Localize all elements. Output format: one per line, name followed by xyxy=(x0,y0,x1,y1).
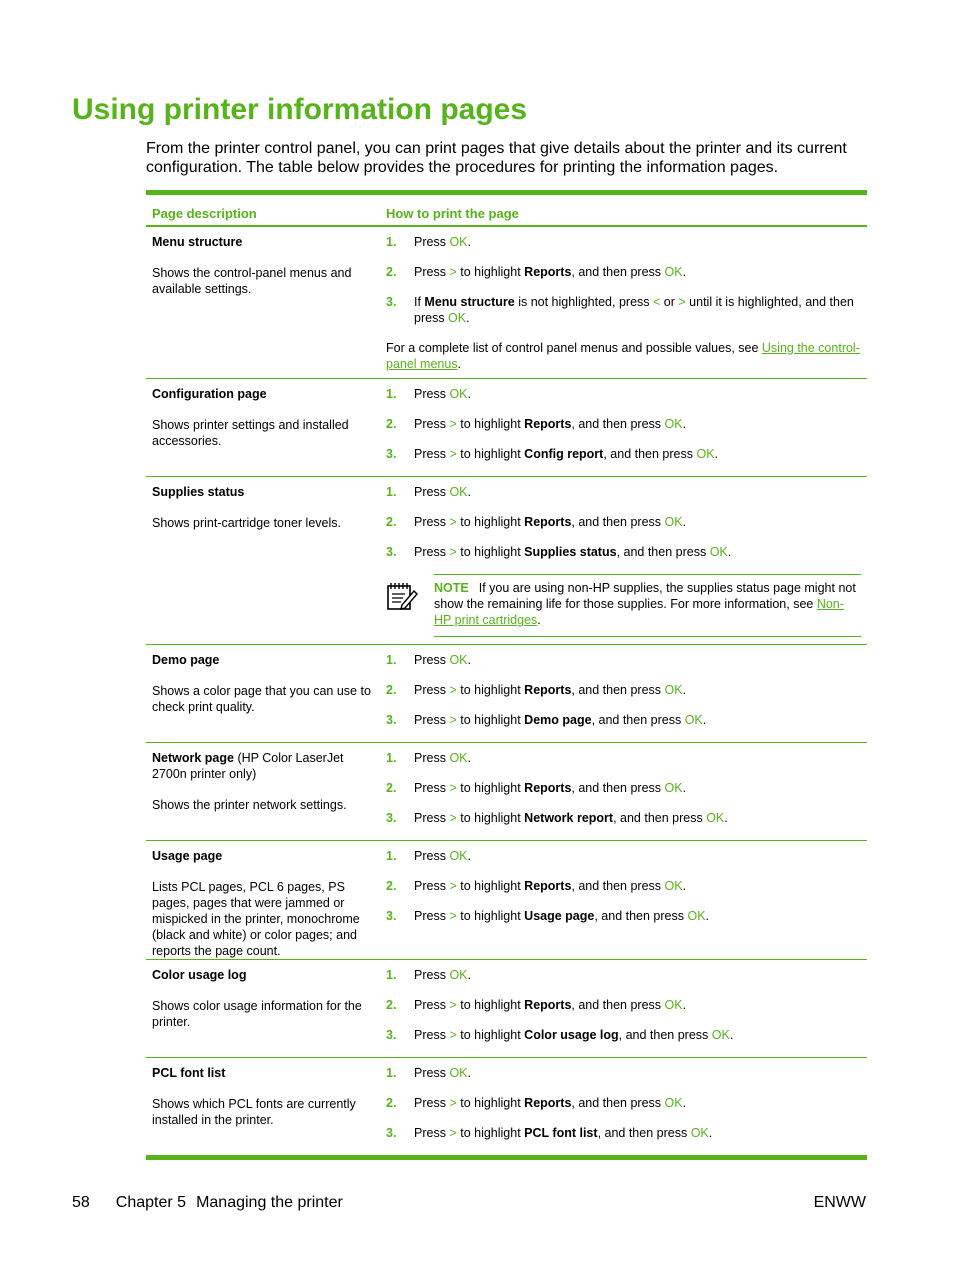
control-key-text: > xyxy=(449,998,457,1012)
step-text: Press xyxy=(414,781,450,795)
control-key-text: OK xyxy=(449,751,468,765)
step-text: Press xyxy=(414,387,450,401)
step-text: Press xyxy=(414,968,450,982)
step-text: Press xyxy=(414,417,450,431)
procedure-step xyxy=(386,750,861,766)
control-key-text: > xyxy=(449,545,457,559)
step-number: 2. xyxy=(386,515,397,529)
step-instruction xyxy=(414,1065,861,1081)
procedure-step xyxy=(386,908,861,924)
step-number: 1. xyxy=(386,235,397,249)
step-text: . xyxy=(682,683,687,697)
procedure-step xyxy=(386,544,861,560)
procedure-step xyxy=(386,967,861,983)
control-key-text: > xyxy=(449,1126,457,1140)
step-text: Press xyxy=(414,683,450,697)
note-label: NOTE xyxy=(434,581,469,595)
procedure-step xyxy=(386,416,861,432)
how-to-print-cell xyxy=(381,645,867,742)
step-number: 3. xyxy=(386,1028,397,1042)
step-text: Press xyxy=(414,1028,450,1042)
row-title xyxy=(152,234,375,250)
control-key-text: > xyxy=(449,515,457,529)
step-text: , and then press xyxy=(613,811,707,825)
step-instruction xyxy=(414,294,861,326)
row-title-name: Usage page xyxy=(152,849,223,863)
page-title: Using printer information pages xyxy=(72,93,528,126)
menu-item-text: Reports xyxy=(524,515,572,529)
table-row xyxy=(146,477,867,645)
row-description: Shows printer settings and installed accessories. xyxy=(152,418,349,448)
cross-reference-link[interactable]: Non-HP print cartridges xyxy=(434,597,844,627)
step-number: 1. xyxy=(386,849,397,863)
row-title-name: Menu structure xyxy=(152,235,243,249)
step-text: , and then press xyxy=(603,447,697,461)
step-text: Press xyxy=(414,751,450,765)
menu-item-text: Demo page xyxy=(524,713,592,727)
procedure-step xyxy=(386,264,861,280)
control-key-text: OK xyxy=(449,653,468,667)
procedure-step xyxy=(386,294,861,326)
step-text: . xyxy=(729,1028,734,1042)
step-text: Press xyxy=(414,1066,450,1080)
step-text: , and then press xyxy=(616,545,710,559)
procedure-step xyxy=(386,484,861,500)
step-text: Press xyxy=(414,1096,450,1110)
step-text: . xyxy=(537,613,541,627)
step-text: to highlight xyxy=(456,515,525,529)
cross-reference-text xyxy=(386,340,861,372)
table-header xyxy=(146,195,867,227)
step-text: , and then press xyxy=(571,417,665,431)
step-text: . xyxy=(467,968,471,982)
row-title xyxy=(152,652,375,668)
step-number: 3. xyxy=(386,545,397,559)
procedure-step xyxy=(386,810,861,826)
menu-item-text: Config report xyxy=(524,447,604,461)
control-key-text: > xyxy=(449,713,457,727)
step-instruction xyxy=(414,1125,861,1141)
step-text: Press xyxy=(414,515,450,529)
chapter-title: Managing the printer xyxy=(196,1194,343,1211)
step-text: to highlight xyxy=(456,545,525,559)
step-instruction xyxy=(414,514,861,530)
control-key-text: > xyxy=(449,781,457,795)
step-text: to highlight xyxy=(456,417,525,431)
step-text: to highlight xyxy=(456,1126,525,1140)
step-text: . xyxy=(682,998,687,1012)
step-text: Press xyxy=(414,811,450,825)
control-key-text: OK xyxy=(664,683,683,697)
row-description: Shows print-cartridge toner levels. xyxy=(152,516,341,530)
menu-item-text: Reports xyxy=(524,998,572,1012)
menu-item-text: Reports xyxy=(524,781,572,795)
control-key-text: OK xyxy=(449,387,468,401)
footer-left xyxy=(72,1193,343,1212)
page-number: 58 xyxy=(72,1194,90,1211)
page-description-cell xyxy=(146,379,381,476)
step-text: Press xyxy=(414,235,450,249)
procedure-step xyxy=(386,997,861,1013)
control-key-text: > xyxy=(449,447,457,461)
control-key-text: OK xyxy=(449,485,468,499)
step-instruction xyxy=(414,712,861,728)
step-number: 2. xyxy=(386,417,397,431)
table-row xyxy=(146,379,867,477)
control-key-text: OK xyxy=(664,879,683,893)
step-text: . xyxy=(708,1126,713,1140)
control-key-text: OK xyxy=(664,998,683,1012)
control-key-text: OK xyxy=(448,311,467,325)
control-key-text: OK xyxy=(664,781,683,795)
control-key-text: OK xyxy=(449,968,468,982)
control-key-text: OK xyxy=(687,909,706,923)
row-title xyxy=(152,386,375,402)
row-description: Shows which PCL fonts are currently installed in the printer. xyxy=(152,1097,356,1127)
table-row xyxy=(146,645,867,743)
row-description: Shows the printer network settings. xyxy=(152,798,347,812)
step-number: 2. xyxy=(386,879,397,893)
step-instruction xyxy=(414,967,861,983)
step-text: . xyxy=(467,849,471,863)
table-row xyxy=(146,1058,867,1155)
note-pad-icon xyxy=(386,580,422,628)
step-text: Press xyxy=(414,447,450,461)
control-key-text: < xyxy=(653,295,661,309)
step-text: Press xyxy=(414,653,450,667)
procedure-step xyxy=(386,1065,861,1081)
control-key-text: > xyxy=(449,811,457,825)
step-text: . xyxy=(727,545,732,559)
step-number: 3. xyxy=(386,295,397,309)
step-text: . xyxy=(682,1096,687,1110)
row-title-name: Configuration page xyxy=(152,387,267,401)
step-text: . xyxy=(682,879,687,893)
page-description-cell xyxy=(146,960,381,1057)
how-to-print-cell xyxy=(381,379,867,476)
note-text xyxy=(434,580,861,628)
row-title-name: Network page xyxy=(152,751,234,765)
step-text: For a complete list of control panel menus and possible values, see xyxy=(386,341,762,355)
row-title-name: Supplies status xyxy=(152,485,245,499)
step-text: , and then press xyxy=(571,879,665,893)
how-to-print-cell xyxy=(381,841,867,959)
menu-item-text: Network report xyxy=(524,811,614,825)
how-to-print-cell xyxy=(381,743,867,840)
step-instruction xyxy=(414,997,861,1013)
step-text: or xyxy=(660,295,679,309)
menu-item-text: Menu structure xyxy=(424,295,515,309)
page-description-cell xyxy=(146,1058,381,1155)
intro-paragraph: From the printer control panel, you can print pages that give details about the printer and its current configuration. The table below provides the procedures for printing the information pages. xyxy=(146,140,847,176)
step-number: 2. xyxy=(386,998,397,1012)
step-text: If xyxy=(414,295,425,309)
step-text: to highlight xyxy=(456,909,525,923)
step-text: Press xyxy=(414,849,450,863)
step-number: 1. xyxy=(386,653,397,667)
step-number: 3. xyxy=(386,713,397,727)
page-description-cell xyxy=(146,743,381,840)
step-text: , and then press xyxy=(591,713,685,727)
control-key-text: > xyxy=(449,1096,457,1110)
chapter-label: Chapter 5 xyxy=(115,1194,187,1211)
control-key-text: OK xyxy=(711,1028,730,1042)
step-text: Press xyxy=(414,265,450,279)
header-page-description: Page description xyxy=(152,206,257,221)
step-text: , and then press xyxy=(571,781,665,795)
step-instruction xyxy=(414,878,861,894)
procedure-step xyxy=(386,1125,861,1141)
step-text: to highlight xyxy=(456,781,525,795)
step-text: , and then press xyxy=(571,1096,665,1110)
step-text: Press xyxy=(414,879,450,893)
step-instruction xyxy=(414,810,861,826)
step-text: , and then press xyxy=(594,909,688,923)
row-title-name: Color usage log xyxy=(152,968,247,982)
table-row xyxy=(146,227,867,379)
how-to-print-cell xyxy=(381,960,867,1057)
step-text: . xyxy=(682,417,687,431)
table-row xyxy=(146,960,867,1058)
step-text: , and then press xyxy=(571,515,665,529)
step-instruction xyxy=(414,652,861,668)
step-text: is not highlighted, press xyxy=(514,295,653,309)
step-instruction xyxy=(414,446,861,462)
step-text: . xyxy=(467,387,471,401)
step-instruction xyxy=(414,908,861,924)
step-text: to highlight xyxy=(456,1028,525,1042)
step-text: If you are using non-HP supplies, the supplies status page might not show the remaining life for those supplies. For more information, see xyxy=(434,581,856,611)
step-text: to highlight xyxy=(456,998,525,1012)
step-text: to highlight xyxy=(456,879,525,893)
step-instruction xyxy=(414,780,861,796)
step-text: . xyxy=(466,311,470,325)
row-description: Shows the control-panel menus and available settings. xyxy=(152,266,352,296)
step-text: to highlight xyxy=(456,265,525,279)
step-text: to highlight xyxy=(456,811,525,825)
cross-reference-link[interactable]: Using the control-panel menus xyxy=(386,341,860,371)
step-number: 3. xyxy=(386,447,397,461)
procedure-step xyxy=(386,652,861,668)
step-instruction xyxy=(414,1095,861,1111)
control-key-text: > xyxy=(449,265,457,279)
step-number: 1. xyxy=(386,387,397,401)
page-description-cell xyxy=(146,841,381,959)
row-title xyxy=(152,484,375,500)
step-text: to highlight xyxy=(456,683,525,697)
step-text: . xyxy=(467,485,471,499)
step-text: , and then press xyxy=(571,265,665,279)
table-row xyxy=(146,743,867,841)
control-key-text: OK xyxy=(664,515,683,529)
row-title xyxy=(152,848,375,864)
step-text: . xyxy=(682,515,687,529)
step-text: Press xyxy=(414,545,450,559)
page-description-cell xyxy=(146,227,381,378)
control-key-text: OK xyxy=(664,265,683,279)
step-text: . xyxy=(705,909,710,923)
procedure-step xyxy=(386,878,861,894)
step-number: 1. xyxy=(386,485,397,499)
step-number: 2. xyxy=(386,265,397,279)
step-text: Press xyxy=(414,909,450,923)
menu-item-text: Reports xyxy=(524,1096,572,1110)
row-title-name: Demo page xyxy=(152,653,220,667)
header-how-to-print: How to print the page xyxy=(386,206,519,221)
step-number: 2. xyxy=(386,781,397,795)
control-key-text: > xyxy=(449,1028,457,1042)
procedure-step xyxy=(386,386,861,402)
step-instruction xyxy=(414,264,861,280)
page-description-cell xyxy=(146,477,381,644)
table-body xyxy=(146,227,867,1155)
info-pages-table xyxy=(146,190,867,1160)
procedure-step xyxy=(386,780,861,796)
procedure-step xyxy=(386,234,861,250)
step-text: . xyxy=(702,713,707,727)
control-key-text: > xyxy=(449,683,457,697)
control-key-text: > xyxy=(449,417,457,431)
footer-right: ENWW xyxy=(813,1194,866,1211)
control-key-text: OK xyxy=(449,235,468,249)
step-text: . xyxy=(682,781,687,795)
step-text: Press xyxy=(414,713,450,727)
page-description-cell xyxy=(146,645,381,742)
step-text: Press xyxy=(414,485,450,499)
step-text: . xyxy=(724,811,728,825)
row-description: Shows color usage information for the printer. xyxy=(152,999,362,1029)
control-key-text: OK xyxy=(706,811,725,825)
control-key-text: > xyxy=(449,879,457,893)
table-row xyxy=(146,841,867,960)
step-text: . xyxy=(682,265,687,279)
step-text: to highlight xyxy=(456,713,525,727)
procedure-step xyxy=(386,446,861,462)
control-key-text: OK xyxy=(664,1096,683,1110)
control-key-text: OK xyxy=(449,849,468,863)
step-text: , and then press xyxy=(597,1126,691,1140)
row-description: Shows a color page that you can use to check print quality. xyxy=(152,684,371,714)
step-text: . xyxy=(467,751,471,765)
step-text: , and then press xyxy=(571,683,665,697)
menu-item-text: Reports xyxy=(524,683,572,697)
row-title xyxy=(152,967,375,983)
menu-item-text: Color usage log xyxy=(524,1028,619,1042)
step-instruction xyxy=(414,682,861,698)
step-number: 1. xyxy=(386,751,397,765)
how-to-print-cell xyxy=(381,227,867,378)
step-number: 3. xyxy=(386,1126,397,1140)
control-key-text: OK xyxy=(690,1126,709,1140)
step-number: 3. xyxy=(386,909,397,923)
step-number: 1. xyxy=(386,1066,397,1080)
step-instruction xyxy=(414,234,861,250)
menu-item-text: Reports xyxy=(524,879,572,893)
step-text: . xyxy=(467,1066,471,1080)
step-text: , and then press xyxy=(618,1028,712,1042)
step-text: Press xyxy=(414,998,450,1012)
step-instruction xyxy=(414,484,861,500)
control-key-text: > xyxy=(678,295,686,309)
control-key-text: OK xyxy=(449,1066,468,1080)
menu-item-text: Reports xyxy=(524,265,572,279)
menu-item-text: Reports xyxy=(524,417,572,431)
how-to-print-cell xyxy=(381,477,867,644)
procedure-step xyxy=(386,1095,861,1111)
step-text: to highlight xyxy=(456,447,525,461)
step-instruction xyxy=(414,386,861,402)
step-text: to highlight xyxy=(456,1096,525,1110)
row-title xyxy=(152,750,375,782)
step-instruction xyxy=(414,544,861,560)
step-instruction xyxy=(414,416,861,432)
step-text: until it is highlighted, and then press xyxy=(414,295,854,325)
row-title-name: PCL font list xyxy=(152,1066,226,1080)
step-instruction xyxy=(414,848,861,864)
step-text: . xyxy=(457,357,462,371)
control-key-text: OK xyxy=(709,545,728,559)
step-number: 2. xyxy=(386,683,397,697)
menu-item-text: PCL font list xyxy=(524,1126,598,1140)
procedure-step xyxy=(386,848,861,864)
how-to-print-cell xyxy=(381,1058,867,1155)
step-number: 1. xyxy=(386,968,397,982)
step-instruction xyxy=(414,750,861,766)
control-key-text: > xyxy=(449,909,457,923)
row-title xyxy=(152,1065,375,1081)
menu-item-text: Usage page xyxy=(524,909,595,923)
step-text: . xyxy=(467,653,471,667)
procedure-step xyxy=(386,712,861,728)
control-key-text: OK xyxy=(684,713,703,727)
step-instruction xyxy=(414,1027,861,1043)
step-text: . xyxy=(714,447,719,461)
step-number: 2. xyxy=(386,1096,397,1110)
procedure-step xyxy=(386,1027,861,1043)
control-key-text: OK xyxy=(664,417,683,431)
row-title-suffix: (HP Color LaserJet 2700n printer only) xyxy=(152,751,344,781)
procedure-step xyxy=(386,682,861,698)
procedure-step xyxy=(386,514,861,530)
step-text: Press xyxy=(414,1126,450,1140)
note-box xyxy=(434,574,861,637)
step-text: . xyxy=(467,235,471,249)
row-description: Lists PCL pages, PCL 6 pages, PS pages, pages that were jammed or mispicked in the printer, monochrome (black and white) or color pages; and reports the page count. xyxy=(152,880,360,958)
step-number: 3. xyxy=(386,811,397,825)
step-text: , and then press xyxy=(571,998,665,1012)
menu-item-text: Supplies status xyxy=(524,545,617,559)
control-key-text: OK xyxy=(696,447,715,461)
